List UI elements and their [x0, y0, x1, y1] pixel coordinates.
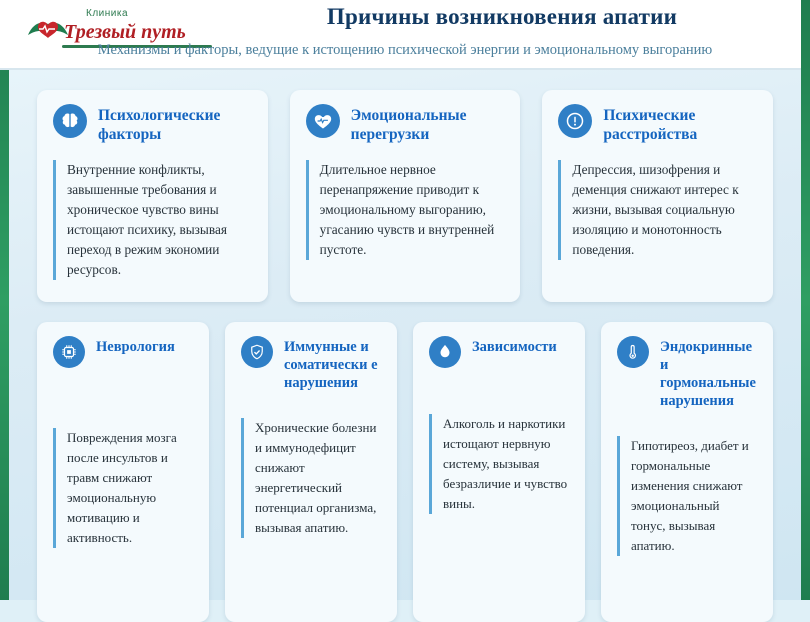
- card-title: Эмоциональные перегрузки: [350, 107, 467, 143]
- card-header: [53, 336, 193, 368]
- card-header: [617, 336, 757, 410]
- heart-pulse-icon: [306, 104, 340, 138]
- card-title: Неврология: [96, 339, 175, 355]
- card-header: [429, 336, 569, 368]
- card-header: [241, 336, 381, 392]
- brain-icon: [53, 104, 87, 138]
- thermometer-icon: [617, 336, 649, 368]
- page-subtitle: Механизмы и факторы, ведущие к истощению психической энергии и эмоциональному выгоранию: [97, 42, 713, 58]
- card-title: Зависимости: [472, 339, 557, 355]
- card-title: Эндокринные и гормональные нарушения: [660, 339, 756, 409]
- card-title: Психические расстройства: [603, 107, 698, 143]
- card-mental-disorders[interactable]: [542, 90, 773, 302]
- card-header: [306, 104, 505, 144]
- card-text: Гипотиреоз, диабет и гормональные изменения снижают эмоциональный тонус, вызывая апатию.: [617, 436, 757, 556]
- clinic-logo-caption: Клиника: [86, 8, 129, 19]
- page-title: Причины возникновения апатии: [326, 4, 678, 29]
- cards-board: [9, 72, 801, 600]
- card-header: [558, 104, 757, 144]
- card-emotional-overload[interactable]: [290, 90, 521, 302]
- card-text: Внутренние конфликты, завышенные требования и хроническое чувство вины истощают психику, вызывая переход в режим экономии ресурсов.: [53, 160, 252, 280]
- clinic-logo-name: Трезвый путь: [64, 21, 186, 43]
- cards-row-bottom: [37, 322, 773, 622]
- microchip-brain-icon: [53, 336, 85, 368]
- card-text: Алкоголь и наркотики истощают нервную систему, вызывая безразличие и чувство вины.: [429, 414, 569, 514]
- card-immune-somatic[interactable]: [225, 322, 397, 622]
- title-block: [210, 2, 794, 32]
- card-psychological-factors[interactable]: [37, 90, 268, 302]
- card-neurology[interactable]: [37, 322, 209, 622]
- card-title: Иммунные и соматически е нарушения: [284, 339, 378, 391]
- card-text: Хронические болезни и иммунодефицит снижают энергетический потенциал организма, вызывая апатию.: [241, 418, 381, 538]
- water-drop-icon: [429, 336, 461, 368]
- card-text: Депрессия, шизофрения и деменция снижают интерес к жизни, вызывая социальную изоляцию и монотонность поведения.: [558, 160, 757, 260]
- cards-row-top: [37, 90, 773, 302]
- card-header: [53, 104, 252, 144]
- card-text: Повреждения мозга после инсультов и травм снижают эмоциональную мотивацию и активность.: [53, 428, 193, 548]
- card-text: Длительное нервное перенапряжение приводит к эмоциональному выгоранию, угасанию чувств и внутренней пустоте.: [306, 160, 505, 260]
- card-addictions[interactable]: [413, 322, 585, 622]
- card-title: Психологические факторы: [98, 107, 221, 143]
- header: [0, 0, 810, 70]
- card-endocrine-hormonal[interactable]: [601, 322, 773, 622]
- shield-check-icon: [241, 336, 273, 368]
- exclamation-circle-icon: [558, 104, 592, 138]
